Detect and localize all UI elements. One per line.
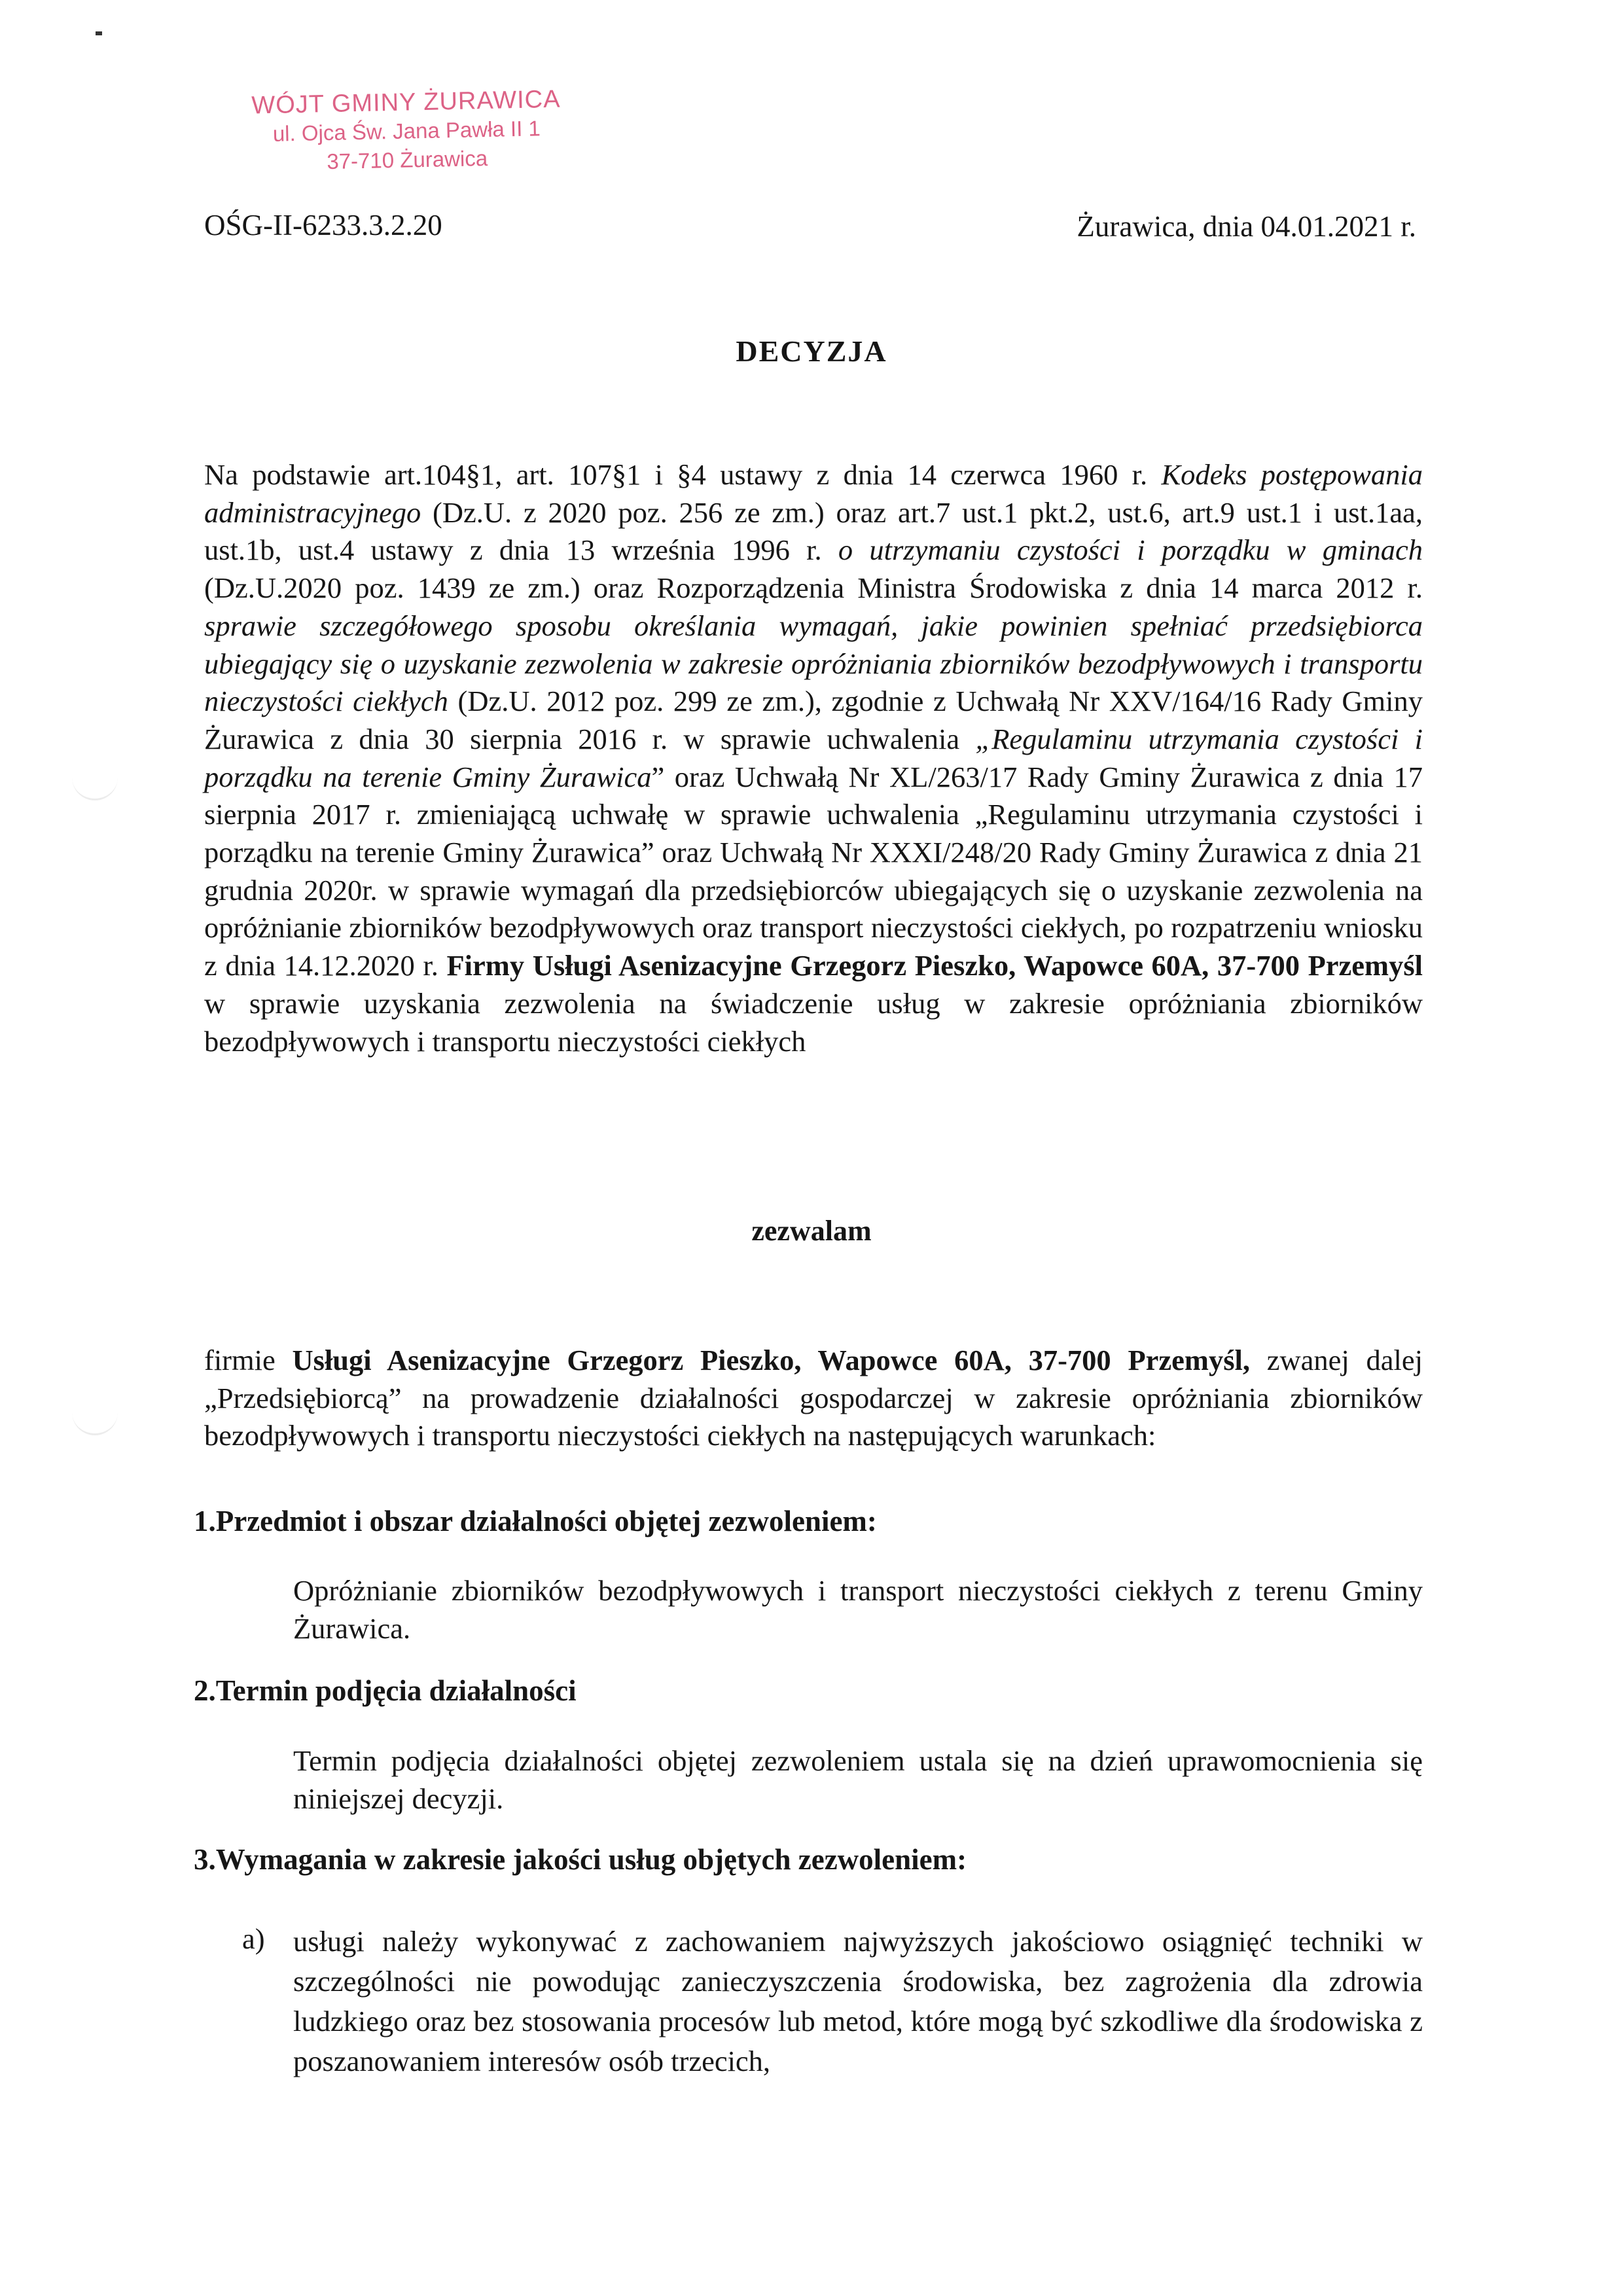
basis-act-title: o utrzymaniu czystości i porządku w gminach: [838, 533, 1423, 567]
list-item-marker: a): [242, 1922, 265, 1955]
basis-act-title: Kodeks postępowania administracyjnego: [204, 458, 1423, 529]
company-name: Usługi Asenizacyjne Grzegorz Pieszko, Wapowce 60A, 37-700 Przemyśl,: [292, 1344, 1250, 1376]
basis-text: (Dz.U. 2012 poz. 299 ze zm.), zgodnie z Uchwałą Nr XXV/164/16 Rady Gminy Żurawica z dnia 30 sierpnia 2016 r. w sprawie uchwalenia: [204, 685, 1423, 755]
basis-text: Na podstawie art.104§1, art. 107§1 i §4 ustawy z dnia 14 czerwca 1960 r.: [204, 458, 1162, 491]
grant-paragraph: [204, 1342, 1423, 1455]
legal-basis-paragraph: [204, 456, 1423, 1060]
basis-act-title: „Regulaminu utrzymania czystości i porządku na terenie Gminy Żurawica: [204, 722, 1423, 793]
section-3-heading: 3.Wymagania w zakresie jakości usług objętych zezwoleniem:: [194, 1843, 967, 1876]
office-stamp: [236, 84, 578, 178]
section-1-heading: 1.Przedmiot i obszar działalności objętej zezwoleniem:: [194, 1505, 877, 1537]
basis-text: (Dz.U. z 2020 poz. 256 ze zm.) oraz art.7 ust.1 pkt.2, ust.6, art.9 ust.1 i ust.1aa, ust.1b, ust.4 ustawy z dnia 13 września 1996 r.: [204, 495, 1423, 567]
stamp-line-3: 37-710 Żurawica: [326, 145, 488, 174]
document-title: DECYZJA: [736, 334, 887, 368]
section-1-body: [293, 1572, 1423, 1647]
section-2-heading: 2.Termin podjęcia działalności: [194, 1674, 577, 1707]
basis-act-title: sprawie szczegółowego sposobu określania wymagań, jakie powinien spełniać przedsiębiorca ubiegający się o uzyskanie zezwolenia w zakresie opróżniania zbiorników bezodpływowych i transportu nieczystości ciekłych: [204, 609, 1423, 718]
punch-hole-mark: [72, 772, 118, 800]
place-and-date: Żurawica, dnia 04.01.2021 r.: [1077, 210, 1416, 243]
punch-hole-mark: [72, 1407, 118, 1435]
grant-text: zwanej dalej „Przedsiębiorcą” na prowadzenie działalności gospodarczej w zakresie opróżniania zbiorników bezodpływowych i transportu nieczystości ciekłych na następujących warunkach:: [204, 1344, 1423, 1452]
basis-text: w sprawie uzyskania zezwolenia na świadczenie usług w zakresie opróżniania zbiorników bezodpływowych i transportu nieczystości ciekłych: [204, 986, 1423, 1058]
stamp-line-1: WÓJT GMINY ŻURAWICA: [251, 85, 561, 120]
stamp-line-2: ul. Ojca Św. Jana Pawła II 1: [272, 116, 541, 146]
list-item: [293, 1922, 1423, 2081]
applicant-name: Firmy Usługi Asenizacyjne Grzegorz Pieszko, Wapowce 60A, 37-700 Przemyśl: [446, 949, 1423, 982]
grant-text: firmie: [204, 1344, 293, 1376]
list-item-text: usługi należy wykonywać z zachowaniem najwyższych jakościowo osiągnięć techniki w szczególności nie powodując zanieczyszczenia środowiska, bez zagrożenia dla zdrowia ludzkiego oraz bez stosowania procesów lub metod, które mogą być szkodliwe dla środowiska z poszanowaniem interesów osób trzecich,: [293, 1925, 1423, 2077]
basis-text: ” oraz Uchwałą Nr XL/263/17 Rady Gminy Żurawica z dnia 17 sierpnia 2017 r. zmieniającą uchwałę w sprawie uchwalenia „Regulaminu utrzymania czystości i porządku na terenie Gminy Żurawica” oraz Uchwałą Nr XXXI/248/20 Rady Gminy Żurawica z dnia 21 grudnia 2020r. w sprawie wymagań dla przedsiębiorców ubiegających się o uzyskanie zezwolenia na opróżnianie zbiorników bezodpływowych oraz transport nieczystości ciekłych, po rozpatrzeniu wniosku z dnia 14.12.2020 r.: [204, 760, 1423, 982]
decision-word: zezwalam: [751, 1215, 872, 1247]
section-2-text: Termin podjęcia działalności objętej zezwoleniem ustala się na dzień uprawomocnienia się niniejszej decyzji.: [293, 1744, 1423, 1815]
case-reference: OŚG-II-6233.3.2.20: [204, 209, 442, 242]
section-2-body: [293, 1742, 1423, 1818]
basis-text: (Dz.U.2020 poz. 1439 ze zm.) oraz Rozporządzenia Ministra Środowiska z dnia 14 marca 2012 r.: [204, 571, 1423, 605]
scan-artifact: [96, 31, 102, 35]
section-1-text: Opróżnianie zbiorników bezodpływowych i transport nieczystości ciekłych z terenu Gminy Żurawica.: [293, 1574, 1423, 1645]
